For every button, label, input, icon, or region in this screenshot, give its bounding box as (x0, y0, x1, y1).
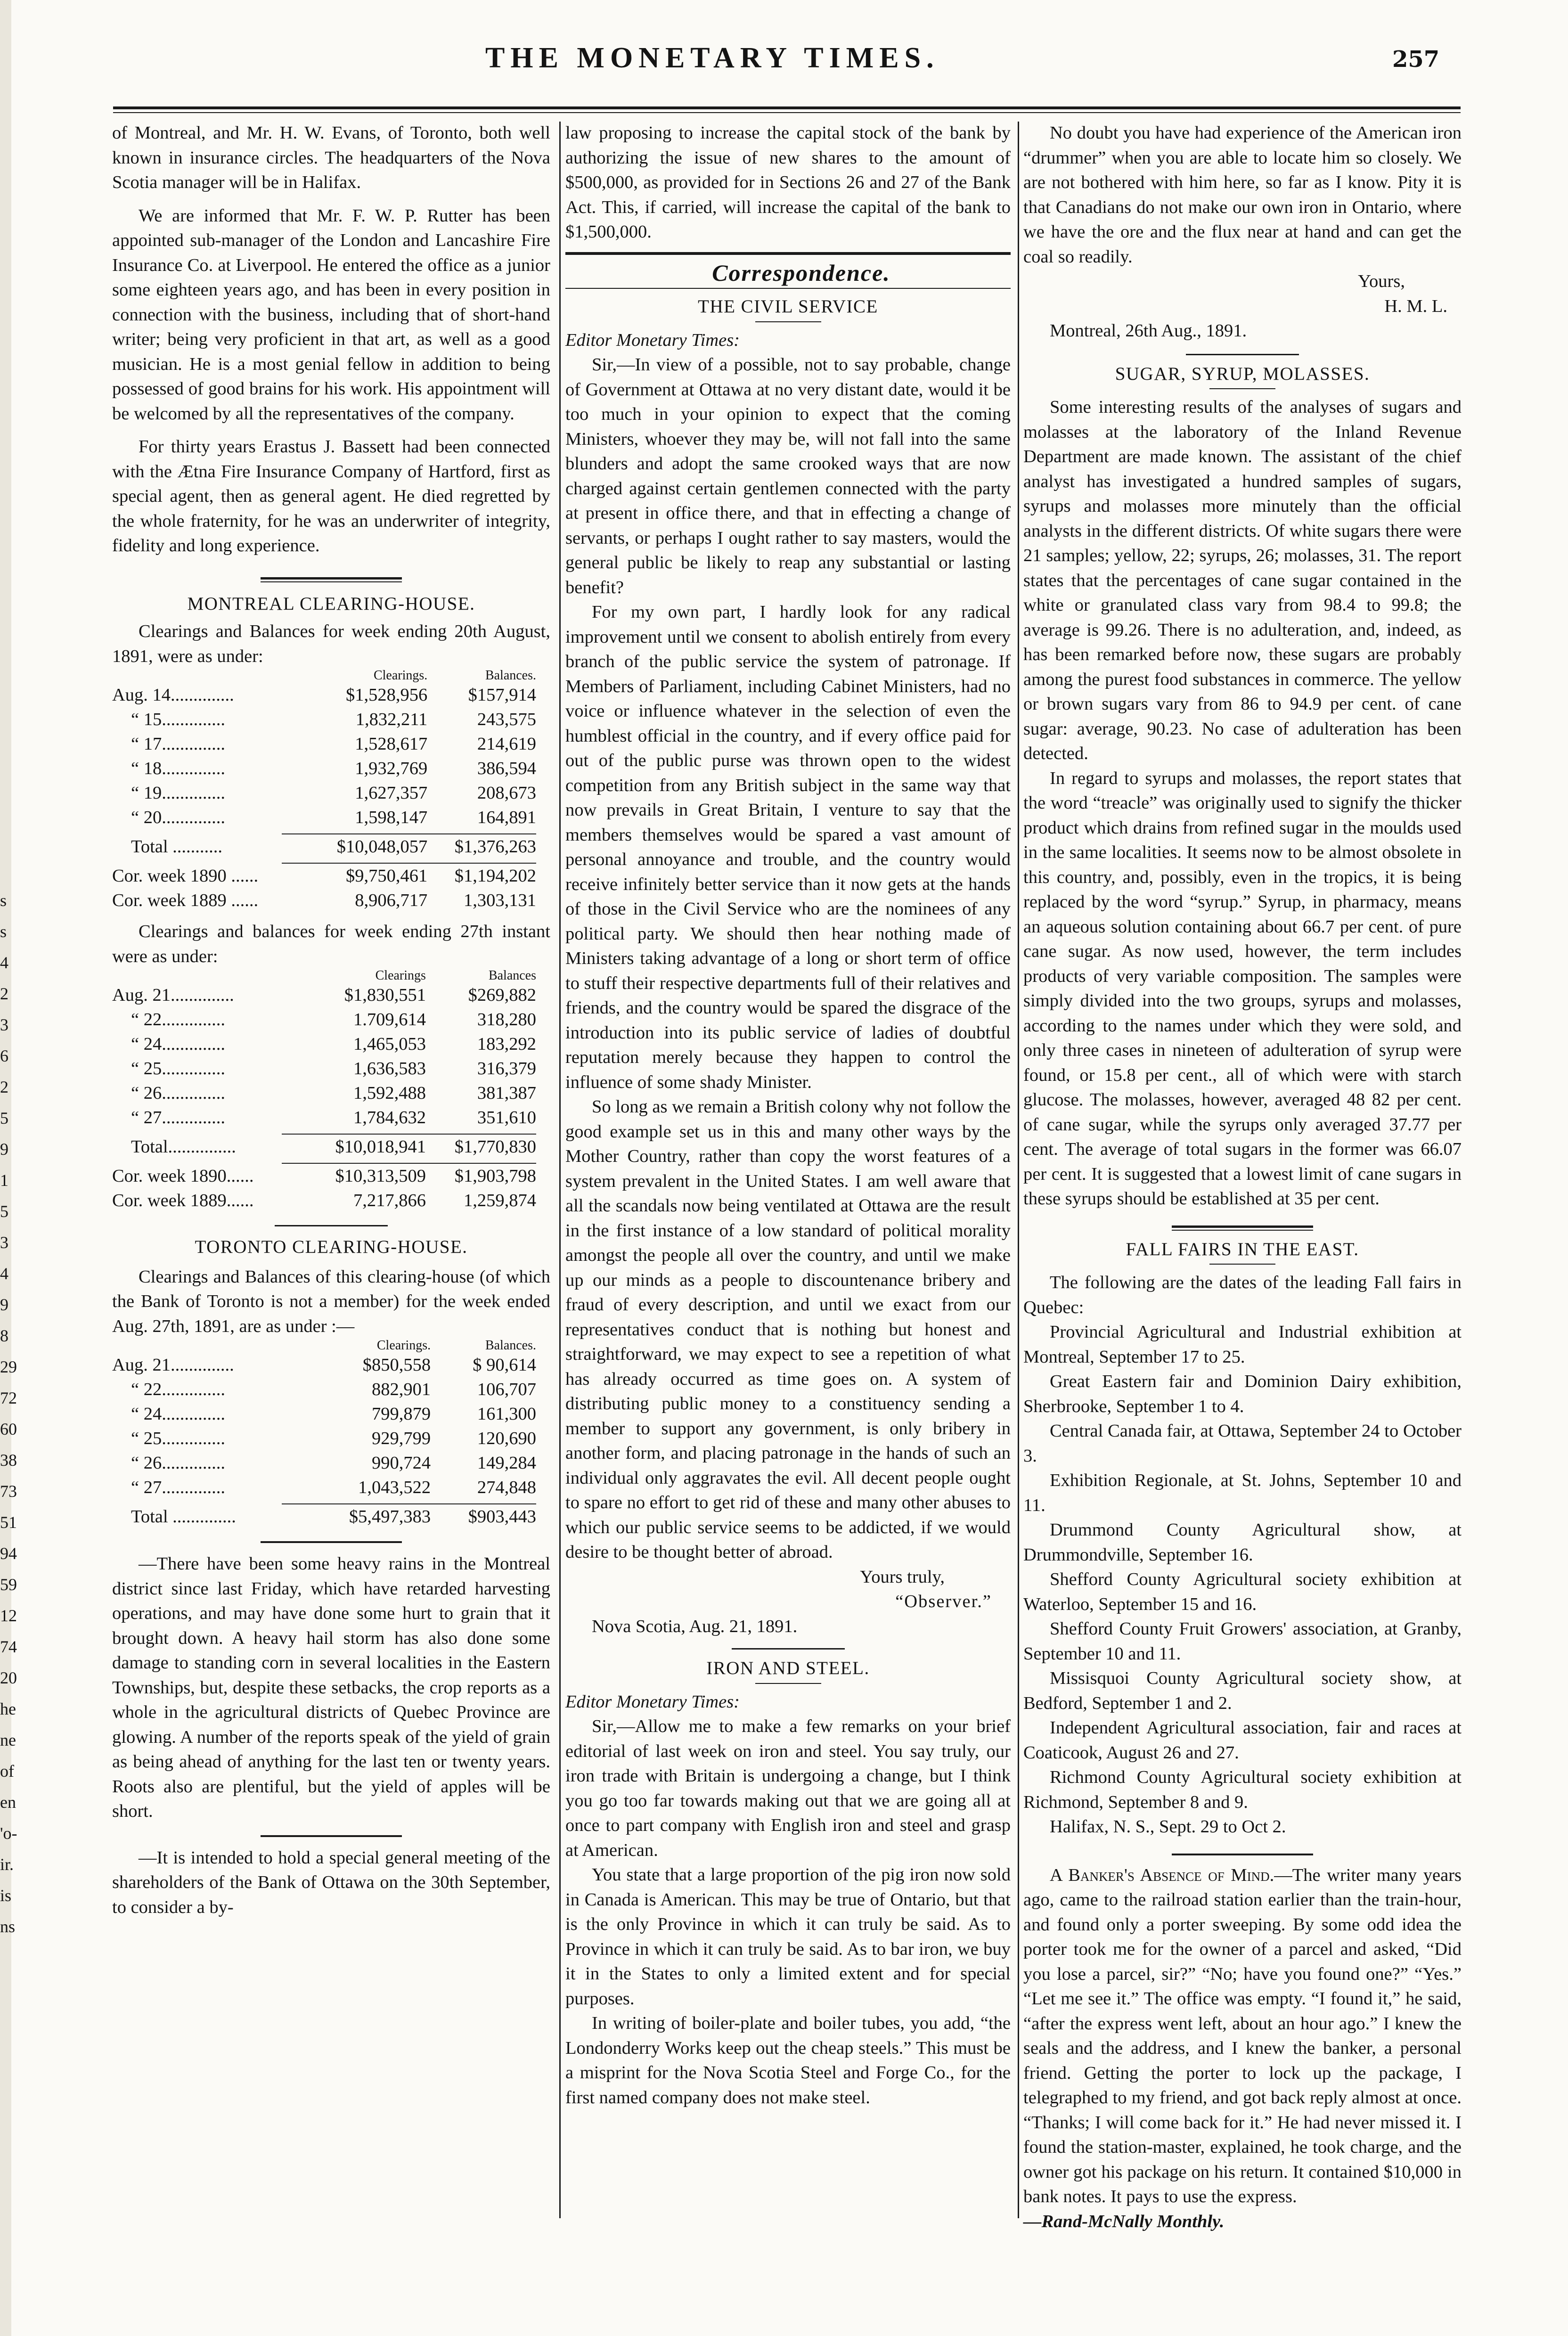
letter-closing: Yours, (1358, 271, 1405, 291)
fair-item: Missisquoi County Agricultural society show, at Bedford, September 1 and 2. (1023, 1668, 1462, 1713)
margin-fragment: 72 (0, 1389, 17, 1407)
row-balances: $1,194,202 (454, 866, 536, 886)
row-balances: 214,619 (477, 734, 536, 754)
row-balances: 164,891 (477, 808, 536, 827)
section-separator (1172, 1225, 1313, 1231)
margin-fragment: of (0, 1762, 14, 1781)
row-date: Cor. week 1890 ...... (112, 866, 259, 886)
page-number: 257 (1392, 46, 1440, 73)
row-balances: 106,707 (477, 1380, 536, 1399)
column-1 (112, 121, 550, 1919)
row-date: Aug. 14.............. (112, 685, 234, 705)
section-heading: THE CIVIL SERVICE (698, 296, 878, 317)
row-balances: 243,575 (477, 710, 536, 729)
column-divider (1018, 122, 1019, 2218)
margin-fragment: 59 (0, 1575, 17, 1594)
margin-fragment: ne (0, 1731, 16, 1749)
table-row (112, 1007, 536, 1032)
margin-fragment: 51 (0, 1513, 17, 1532)
total-label: Total ........... (131, 837, 223, 857)
total-label: Total .............. (131, 1507, 236, 1527)
column-header: Clearings. (373, 668, 428, 683)
margin-fragment: 2 (0, 984, 8, 1003)
margin-fragment: 'o- (0, 1824, 17, 1843)
table-row (112, 1056, 536, 1081)
row-balances: 149,284 (477, 1453, 536, 1473)
letter-signature: H. M. L. (1384, 296, 1447, 316)
margin-fragment: 9 (0, 1140, 8, 1159)
row-clearings: $9,750,461 (346, 866, 428, 886)
correspondence-week-row (112, 888, 536, 913)
total-balances: $1,770,830 (454, 1137, 536, 1157)
row-balances: 1,259,874 (464, 1191, 536, 1210)
row-clearings: 1,932,769 (355, 759, 428, 778)
section-separator (732, 1648, 845, 1650)
margin-fragment: ns (0, 1917, 16, 1936)
section-separator (755, 321, 821, 322)
correspondence-week-row (112, 1188, 536, 1213)
table-row (112, 781, 536, 805)
margin-fragment: 4 (0, 1264, 8, 1283)
margin-fragment: 38 (0, 1451, 17, 1470)
margin-fragment: 4 (0, 953, 8, 972)
row-balances: 316,379 (477, 1059, 536, 1078)
row-date: Aug. 21.............. (112, 985, 234, 1005)
section-separator (565, 252, 1011, 255)
letter-text: You state that a large proportion of the pig iron now sold in Canada is American. This may be true of Ontario, but that is the only Province in which it can truly be said. As to Province in which it can truly be said. As to bar iron, we buy it in the States to only a limited extent and for special purposes. (565, 1865, 1011, 2009)
margin-fragment: 20 (0, 1668, 17, 1687)
total-balances: $903,443 (468, 1507, 536, 1527)
row-clearings: 1.709,614 (353, 1010, 426, 1029)
article-text: The following are the dates of the leading Fall fairs in Quebec: (1023, 1273, 1462, 1317)
clearing-table-montreal-20th (112, 669, 536, 913)
margin-fragment: en (0, 1793, 16, 1812)
letter-text: In writing of boiler-plate and boiler tubes, you add, “the Londonderry Works keep out the cheap steels.” This must be a misprint for the Nova Scotia Steel and Forge Co., for the first named company does not make steel. (565, 2013, 1011, 2107)
table-row (112, 983, 536, 1007)
margin-fragment: 3 (0, 1233, 8, 1252)
row-balances: 318,280 (477, 1010, 536, 1029)
section-heading: IRON AND STEEL. (706, 1658, 870, 1678)
margin-fragment: 29 (0, 1357, 17, 1376)
correspondence-week-row (112, 1164, 536, 1188)
editor-salutation: Editor Monetary Times: (565, 330, 740, 350)
margin-fragment: 1 (0, 1171, 8, 1190)
row-clearings: 799,879 (372, 1404, 431, 1424)
article-text: Some interesting results of the analyses of sugars and molasses at the laboratory of the Inland Revenue Department are made known. The assistant of the chief analyst has investigated a hundred samples of sugars, syrups and molasses more minutely than the official analysts in the different districts. Of white sugars there were 21 samples; yellow, 22; syrups, 26; molasses, 31. The report states that the percentages of cane sugar contained in the white or granulated class vary from 98.4 to 99.8; the average is 99.26. There is no adulteration, and, indeed, as has been remarked before now, these sugars are probably among the purest food substances in commerce. The yellow or brown sugars vary from 86 to 94.9 per cent. of cane sugar: average, 90.23. No case of adulteration has been detected. (1023, 397, 1462, 763)
row-clearings: 1,592,488 (353, 1083, 426, 1103)
fair-item: Central Canada fair, at Ottawa, September 24 to October 3. (1023, 1421, 1462, 1466)
column-header: Clearings. (376, 1338, 431, 1353)
clearing-table-montreal-27th (112, 969, 536, 1213)
total-clearings: $10,018,941 (335, 1137, 426, 1157)
row-date: “ 19.............. (131, 783, 225, 803)
correspondence-week-row (112, 864, 536, 888)
fair-item: Drummond County Agricultural show, at Drummondville, September 16. (1023, 1520, 1462, 1565)
section-separator (1209, 388, 1275, 389)
total-label: Total............... (131, 1137, 236, 1157)
article-text: In regard to syrups and molasses, the report states that the word “treacle” was originally used to signify the thicker product which drains from refined sugar in the moulds used in the same localities. It seems now to be almost obsolete in this country, and, possibly, even in the tropics, it is being replaced by the word “syrup.” Syrup, in pharmacy, means an aqueous solution containing about 66.7 per cent. of pure cane sugar. As now used, however, the term includes products of very variable composition. The samples were simply divided into the two groups, syrups and molasses, according to the names under which they were sold, and only three cases in nineteen of adulteration of syrup were found, or 15.8 per cent., all of which were with starch glucose. The molasses, however, averaged 48 82 per cent. of cane sugar, while the syrups only averaged 37.77 per cent. The average of total sugars in the former was 66.07 per cent. It is suggested that a lowest limit of cane sugars in these syrups should be established at 35 per cent. (1023, 768, 1462, 1209)
row-balances: $269,882 (468, 985, 536, 1005)
margin-fragment: 73 (0, 1482, 17, 1501)
row-date: “ 26.............. (131, 1083, 225, 1103)
row-balances: 1,303,131 (464, 890, 536, 910)
section-separator (261, 1835, 402, 1837)
table-row (112, 1032, 536, 1056)
table-row (112, 1105, 536, 1130)
letter-dateline: Montreal, 26th Aug., 1891. (1050, 321, 1247, 341)
anecdote-text (1023, 1863, 1462, 2209)
row-date: Cor. week 1889 ...... (112, 890, 259, 910)
row-clearings: 1,636,583 (353, 1059, 426, 1078)
section-heading: MONTREAL CLEARING-HOUSE. (187, 593, 475, 614)
row-clearings: 1,465,053 (353, 1034, 426, 1054)
section-separator (565, 288, 1011, 289)
row-date: “ 25.............. (131, 1059, 225, 1078)
section-separator (261, 577, 402, 582)
fair-item: Independent Agricultural association, fair and races at Coaticook, August 26 and 27. (1023, 1718, 1462, 1763)
table-row (112, 732, 536, 756)
column-header: Clearings (375, 968, 426, 983)
table-row (112, 683, 536, 707)
row-balances: $157,914 (468, 685, 536, 705)
letter-signature: “Observer.” (895, 1592, 992, 1611)
margin-fragment: s (0, 922, 7, 941)
section-separator (1172, 1854, 1313, 1855)
anecdote-source: —Rand-McNally Monthly. (1023, 2211, 1225, 2231)
table-row (112, 1353, 536, 1377)
margin-fragment: 12 (0, 1606, 17, 1625)
section-heading: TORONTO CLEARING-HOUSE. (195, 1237, 468, 1257)
margin-fragment: is (0, 1886, 12, 1905)
column-header: Balances (488, 968, 536, 983)
row-date: Aug. 21.............. (112, 1355, 234, 1375)
margin-fragment: 60 (0, 1420, 17, 1438)
row-date: “ 18.............. (131, 759, 225, 778)
row-clearings: 929,799 (372, 1429, 431, 1448)
row-date: “ 22.............. (131, 1380, 225, 1399)
row-balances: $ 90,614 (473, 1355, 536, 1375)
table-row (112, 756, 536, 781)
page-title: THE MONETARY TIMES. (485, 42, 939, 74)
fair-item: Great Eastern fair and Dominion Dairy exhibition, Sherbrooke, September 1 to 4. (1023, 1372, 1462, 1416)
letter-text: No doubt you have had experience of the American iron “drummer” when you are able to locate him so closely. We are not bothered with him here, so far as I know. Pity it is that Canadians do not make our own iron in Ontario, where we have the ore and the flux near at hand and can get the coal so readily. (1023, 123, 1462, 267)
row-balances: 274,848 (477, 1478, 536, 1497)
letter-dateline: Nova Scotia, Aug. 21, 1891. (592, 1616, 798, 1636)
row-clearings: 1,784,632 (353, 1108, 426, 1127)
row-clearings: 1,598,147 (355, 808, 428, 827)
margin-fragment: 5 (0, 1109, 8, 1127)
row-clearings: 7,217,866 (353, 1191, 426, 1210)
row-balances: 120,690 (477, 1429, 536, 1448)
column-3 (1023, 121, 1462, 2234)
margin-fragment: 94 (0, 1544, 17, 1563)
column-header: Balances. (485, 668, 536, 683)
row-date: “ 25.............. (131, 1429, 225, 1448)
row-balances: 386,594 (477, 759, 536, 778)
fairs-list (1023, 1320, 1462, 1839)
fair-item: Exhibition Regionale, at St. Johns, September 10 and 11. (1023, 1470, 1462, 1515)
row-clearings: 882,901 (372, 1380, 431, 1399)
total-clearings: $5,497,383 (349, 1507, 431, 1527)
fair-item: Richmond County Agricultural society exhibition at Richmond, September 8 and 9. (1023, 1767, 1462, 1812)
row-date: Cor. week 1889...... (112, 1191, 254, 1210)
section-separator (1186, 354, 1299, 355)
row-clearings: $1,528,956 (346, 685, 428, 705)
header-rule (113, 106, 1461, 109)
row-balances: 381,387 (477, 1083, 536, 1103)
row-balances: 183,292 (477, 1034, 536, 1054)
row-clearings: $1,830,551 (344, 985, 426, 1005)
row-date: “ 22.............. (131, 1010, 225, 1029)
margin-fragment: 74 (0, 1637, 17, 1656)
total-clearings: $10,048,057 (336, 837, 428, 857)
fair-item: Shefford County Agricultural society exhibition at Waterloo, September 15 and 16. (1023, 1569, 1462, 1614)
article-text: For thirty years Erastus J. Bassett had been connected with the Ætna Fire Insurance Company of Hartford, first as special agent, then as general agent. He died regretted by the whole fraternity, for he was an underwriter of integrity, fidelity and long experience. (112, 437, 550, 555)
margin-fragment: 9 (0, 1295, 8, 1314)
table-row (112, 1377, 536, 1402)
table-row (112, 1081, 536, 1105)
fair-item: Shefford County Fruit Growers' association, at Granby, September 10 and 11. (1023, 1619, 1462, 1664)
article-text: Clearings and balances for week ending 27th instant were as under: (112, 922, 550, 966)
clearing-table-toronto (112, 1339, 536, 1529)
anecdote-body: —The writer many years ago, came to the railroad station earlier than the train-hour, and found only a porter sweeping. By some odd idea the porter took me for the owner of a parcel and asked, “Did you lose a parcel, sir?” “No; have you found one?” “Yes.” “Let me see it.” The office was empty. “I found it,” he said, “after the express went left, about an hour ago.” I knew the seals and the address, and I knew the banker, a personal friend. Getting the porter to lock up the package, I telegraphed to my friend, and got back reply almost at once. “Thanks; I will come back for it.” He had never missed it. I found the station-master, explained, he took charge, and the owner got his package on his return. It contained $10,000 in bank notes. It pays to use the express. (1023, 1865, 1462, 2206)
row-date: “ 24.............. (131, 1034, 225, 1054)
table-row (112, 1426, 536, 1451)
article-text: Clearings and Balances of this clearing-house (of which the Bank of Toronto is not a member) for the week ended Aug. 27th, 1891, are as under :— (112, 1266, 550, 1336)
margin-fragment: 3 (0, 1015, 8, 1034)
scanned-left-edge (0, 0, 11, 2336)
margin-fragment: ir. (0, 1855, 14, 1874)
row-balances: 351,610 (477, 1108, 536, 1127)
row-clearings: $850,558 (362, 1355, 431, 1375)
column-2 (565, 121, 1011, 2110)
header-rule-thin (113, 112, 1461, 113)
row-balances: 161,300 (477, 1404, 536, 1424)
row-clearings: 8,906,717 (355, 890, 428, 910)
table-row (112, 1402, 536, 1426)
row-balances: $1,903,798 (454, 1166, 536, 1186)
section-separator (261, 1541, 402, 1543)
row-balances: 208,673 (477, 783, 536, 803)
row-clearings: 1,043,522 (358, 1478, 431, 1497)
article-text: law proposing to increase the capital stock of the bank by authorizing the issue of new shares to the amount of $500,000, as provided for in Sections 26 and 27 of the Bank Act. This, if carried, will increase the capital of the bank to $1,500,000. (565, 123, 1011, 242)
row-clearings: 990,724 (372, 1453, 431, 1473)
row-date: “ 27.............. (131, 1478, 225, 1497)
column-divider (559, 122, 561, 2218)
total-balances: $1,376,263 (454, 837, 536, 857)
margin-fragment: 5 (0, 1202, 8, 1221)
row-date: Cor. week 1890...... (112, 1166, 254, 1186)
article-text: We are informed that Mr. F. W. P. Rutter has been appointed sub-manager of the London and Lancashire Fire Insurance Co. at Liverpool. He entered the office as a junior some eighteen years ago, and has been in every position in connection with the business, including that of short-hand writer; being very proficient in that art, as well as a good musician. He is a most genial fellow in addition to being possessed of good brains for his work. His appointment will be welcomed by all the representatives of the company. (112, 205, 550, 424)
row-clearings: 1,832,211 (355, 710, 428, 729)
margin-fragment: 8 (0, 1326, 8, 1345)
table-row (112, 1451, 536, 1475)
margin-fragment: s (0, 891, 7, 910)
fair-item: Halifax, N. S., Sept. 29 to Oct 2. (1050, 1817, 1286, 1837)
row-clearings: 1,627,357 (355, 783, 428, 803)
letter-text: So long as we remain a British colony why not follow the good example set us in this and many other ways by the Mother Country, rather than copy the worst features of a system prevalent in the United States. I am well aware that all the scandals now being ventilated at Ottawa are the result in the first instance of a low standard of political morality amongst the people all over the country, and until we make up our minds as a people to discountenance bribery and fraud of every description, and until we exact from our representatives conduct that is nothing but honest and straightforward, we may expect to see a repetition of what has already occurred as time goes on. A system of distributing public money to a constituency sending a member to support any government, is only bribery in another form, and placing patronage in the hands of such an individual only aggravates the evil. All decent people ought to spare no effort to get rid of these and many other abuses to which our public service seems to be addicted, if we would desire to be thought better of abroad. (565, 1097, 1011, 1562)
letter-text: For my own part, I hardly look for any radical improvement until we consent to abolish entirely from every branch of the public service the system of patronage. If Members of Parliament, including Cabinet Ministers, had no voice or influence whatever in the selection of even the humblest official in the country, and if every office paid for out of the public purse was thrown open to the widest competition from any British subject in the same way that now prevails in Great Britain, I venture to say that the members themselves would be spared a vast amount of personal annoyance and trouble, and the country would receive infinitely better service than it now gets at the hands of those in the Civil Service who are the nominees of any political party. We should then hear nothing made of Ministers taking advantage of a long or short term of office to stuff their respective departments full of their relatives and friends, and the country would be spared the disgrace of the introduction into its public service of ladies of doubtful reputation merely because they happen to control the influence of some shady Minister. (565, 602, 1011, 1092)
correspondence-heading: Correspondence. (712, 259, 890, 286)
margin-fragment: 6 (0, 1046, 8, 1065)
column-header: Balances. (485, 1338, 536, 1353)
article-text: —There have been some heavy rains in the Montreal district since last Friday, which have retarded harvesting operations, and may have done some hurt to grain that it brought down. A heavy hail storm has also done some damage to standing corn in several localities in the Eastern Townships, but, despite these setbacks, the crop reports as a whole in the agricultural districts of Quebec Province are glowing. A number of the reports speak of the yield of grain as being ahead of anything for the last ten or twenty years. Roots also are plentiful, but the yield of apples will be short. (112, 1554, 550, 1821)
row-clearings: 1,528,617 (355, 734, 428, 754)
section-separator (1209, 1264, 1275, 1265)
fair-item: Provincial Agricultural and Industrial exhibition at Montreal, September 17 to 25. (1023, 1322, 1462, 1367)
section-heading: FALL FAIRS IN THE EAST. (1126, 1239, 1359, 1259)
letter-text: Sir,—Allow me to make a few remarks on your brief editorial of last week on iron and steel. You say truly, our iron trade with Britain is undergoing a change, but I think you go too far towards making out that we are going all at once to part company with English iron and steel and grasp at American. (565, 1716, 1011, 1860)
row-date: “ 15.............. (131, 710, 225, 729)
section-heading: SUGAR, SYRUP, MOLASSES. (1115, 363, 1370, 384)
row-date: “ 17.............. (131, 734, 225, 754)
margin-fragment: he (0, 1699, 16, 1718)
table-row (112, 805, 536, 830)
letter-closing: Yours truly, (860, 1567, 945, 1587)
row-date: “ 24.............. (131, 1404, 225, 1424)
row-date: “ 26.............. (131, 1453, 225, 1473)
table-row (112, 707, 536, 732)
article-text: Clearings and Balances for week ending 20th August, 1891, were as under: (112, 621, 550, 666)
row-clearings: $10,313,509 (335, 1166, 426, 1186)
anecdote-title: A Banker's Absence of Mind. (1050, 1865, 1274, 1885)
section-separator (755, 1683, 821, 1684)
letter-text: Sir,—In view of a possible, not to say probable, change of Government at Ottawa at no very distant date, would it be too much in your opinion to expect that the coming Ministers, whoever they may be, will not fall into the same blunders and adopt the same crooked ways that are now charged against certain gentlemen connected with the party at present in office there, and that in effecting a change of servants, or perhaps I ought rather to say masters, would the general public be likely to reap any substantial or lasting benefit? (565, 355, 1011, 597)
margin-fragment: 2 (0, 1078, 8, 1096)
section-separator (275, 1225, 388, 1226)
article-text: —It is intended to hold a special general meeting of the shareholders of the Bank of Ottawa on the 30th September, to consider a by- (112, 1847, 550, 1917)
row-date: “ 27.............. (131, 1108, 225, 1127)
row-date: “ 20.............. (131, 808, 225, 827)
article-text: of Montreal, and Mr. H. W. Evans, of Toronto, both well known in insurance circles. The headquarters of the Nova Scotia manager will be in Halifax. (112, 123, 550, 192)
editor-salutation: Editor Monetary Times: (565, 1691, 740, 1712)
table-row (112, 1475, 536, 1500)
